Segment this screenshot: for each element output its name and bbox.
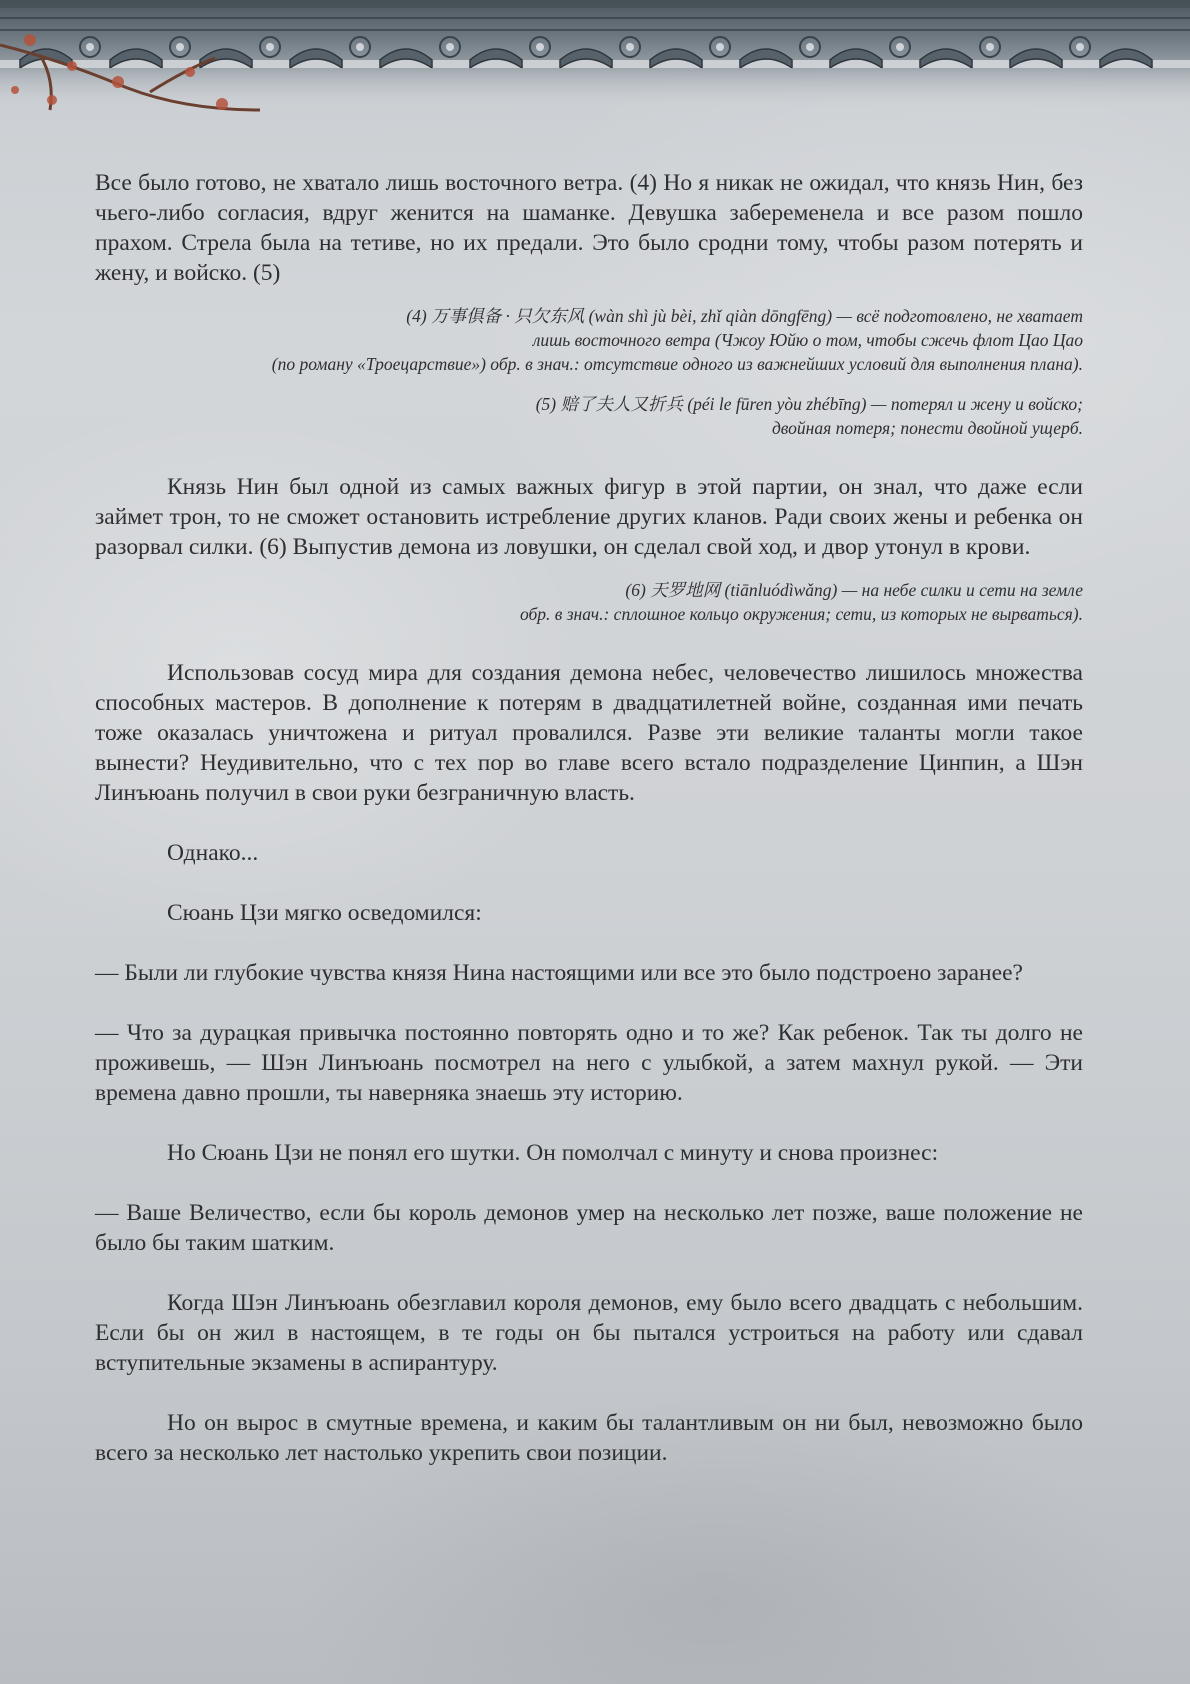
paragraph-7: — Что за дурацкая привычка постоянно повторять одно и то же? Как ребенок. Так ты долго не проживешь, — Шэн Линъюань посмотрел на него с улыбкой, а затем махнул рукой. — Эти времена давно прошли, ты наверняка знаешь эту историю. <box>95 1020 1083 1106</box>
footnote-4 <box>95 304 1083 376</box>
footnote-5-line-1: (5) 赔了夫人又折兵 (péi le fūren yòu zhébīng) — потерял и жену и войско; <box>535 394 1083 414</box>
footnote-4-line-2: лишь восточного ветра (Чжоу Юйю о том, чтобы сжечь флот Цао Цао <box>532 330 1083 350</box>
footnote-5 <box>95 392 1083 440</box>
document-page <box>95 168 1083 1468</box>
footnote-4-line-3: (по роману «Троецарствие») обр. в знач.: отсутствие одного из важнейших условий для выполнения плана). <box>271 354 1083 374</box>
paragraph-9: — Ваше Величество, если бы король демонов умер на несколько лет позже, ваше положение не было бы таким шатким. <box>95 1200 1083 1256</box>
paragraph-8: Но Сюань Цзи не понял его шутки. Он помолчал с минуту и снова произнес: <box>167 1140 939 1166</box>
footnote-4-line-1: (4) 万事俱备 · 只欠东风 (wàn shì jù bèi, zhǐ qiàn dōngfēng) — всё подготовлено, не хватает <box>406 306 1083 326</box>
paragraph-11: Но он вырос в смутные времена, и каким бы талантливым он ни был, невозможно было всего за несколько лет настолько укрепить свои позиции. <box>95 1410 1083 1466</box>
footnote-6-line-2: обр. в знач.: сплошное кольцо окружения; сети, из которых не вырваться). <box>519 604 1083 624</box>
paragraph-3: Использовав сосуд мира для создания демона небес, человечество лишилось множества способных мастеров. В дополнение к потерям в двадцатилетней войне, созданная ими печать тоже оказалась уничтожена и ритуал провалился. Разве эти великие таланты могли такое вынести? Неудивительно, что с тех пор во главе всего встало подразделение Цинпин, а Шэн Линъюань получил в свои руки безграничную власть. <box>95 660 1083 806</box>
paragraph-5: Сюань Цзи мягко осведомился: <box>167 900 482 926</box>
paragraph-1: Все было готово, не хватало лишь восточного ветра. (4) Но я никак не ожидал, что князь Нин, без чьего-либо согласия, вдруг женится на шаманке. Девушка забеременела и все разом пошло прахом. Стрела была на тетиве, но их предали. Это было сродни тому, чтобы разом потерять и жену, и войско. (5) <box>95 170 1083 286</box>
paragraph-10: Когда Шэн Линъюань обезглавил короля демонов, ему было всего двадцать с небольшим. Если бы он жил в настоящем, в те годы он бы пытался устроиться на работу или сдавал вступительные экзамены в аспирантуру. <box>95 1290 1083 1376</box>
paragraph-4: Однако... <box>167 840 259 866</box>
roof-tiles-decoration <box>0 0 1190 125</box>
paragraph-6: — Были ли глубокие чувства князя Нина настоящими или все это было подстроено заранее? <box>95 960 1023 986</box>
paragraph-2: Князь Нин был одной из самых важных фигур в этой партии, он знал, что даже если займет трон, то не сможет остановить истребление других кланов. Ради своих жены и ребенка он разорвал силки. (6) Выпустив демона из ловушки, он сделал свой ход, и двор утонул в крови. <box>95 474 1083 560</box>
footnote-6 <box>95 578 1083 626</box>
footnote-5-line-2: двойная потеря; понести двойной ущерб. <box>771 418 1083 438</box>
footnote-6-line-1: (6) 天罗地网 (tiānluódìwǎng) — на небе силки и сети на земле <box>625 580 1083 600</box>
